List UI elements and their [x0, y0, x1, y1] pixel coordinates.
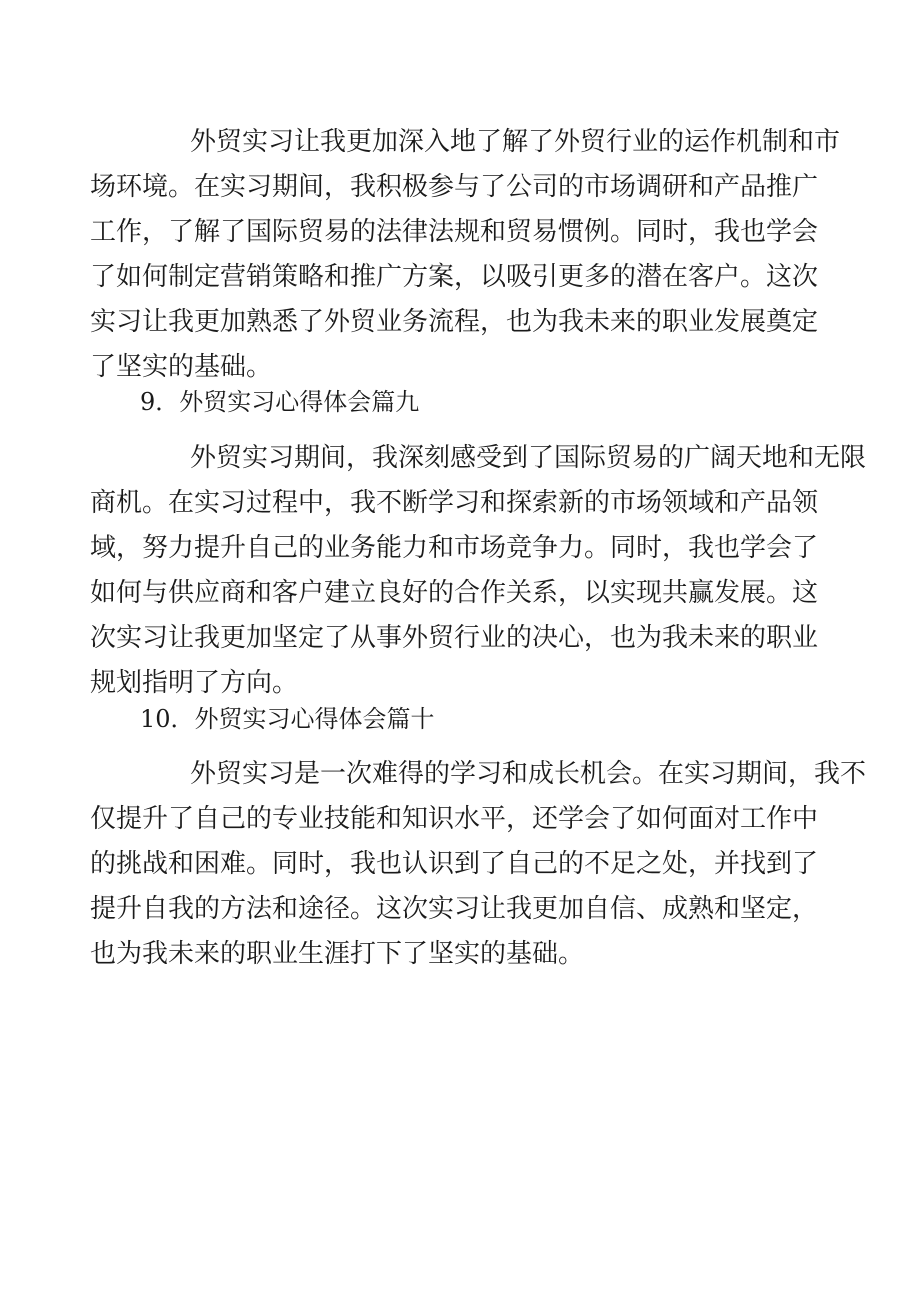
paragraph-line: 规划指明了方向。	[90, 668, 299, 698]
paragraph-line: 仅提升了自己的专业技能和知识水平，还学会了如何面对工作中	[90, 804, 819, 834]
paragraph-line: 了如何制定营销策略和推广方案，以吸引更多的潜在客户。这次	[90, 262, 819, 292]
paragraph-line: 外贸实习让我更加深入地了解了外贸行业的运作机制和市	[190, 127, 841, 157]
paragraph-line: 域，努力提升自己的业务能力和市场竞争力。同时，我也学会了	[90, 533, 819, 563]
paragraph-line: 如何与供应商和客户建立良好的合作关系，以实现共赢发展。这	[90, 578, 819, 608]
paragraph-line: 提升自我的方法和途径。这次实习让我更加自信、成熟和坚定，	[90, 894, 819, 924]
paragraph-section-9	[90, 436, 867, 706]
section-heading-10: 10．外贸实习心得体会篇十	[140, 705, 435, 733]
paragraph-line: 商机。在实习过程中，我不断学习和探索新的市场领域和产品领	[90, 488, 819, 518]
paragraph-line: 次实习让我更加坚定了从事外贸行业的决心，也为我未来的职业	[90, 623, 819, 653]
paragraph-line: 场环境。在实习期间，我积极参与了公司的市场调研和产品推广	[90, 172, 819, 202]
section-heading-9: 9．外贸实习心得体会篇九	[140, 388, 420, 416]
paragraph-line: 实习让我更加熟悉了外贸业务流程，也为我未来的职业发展奠定	[90, 307, 819, 337]
paragraph-line: 也为我未来的职业生涯打下了坚实的基础。	[90, 939, 585, 969]
paragraph-section-8	[90, 120, 841, 390]
paragraph-line: 外贸实习是一次难得的学习和成长机会。在实习期间，我不	[190, 759, 867, 789]
paragraph-line: 了坚实的基础。	[90, 352, 273, 382]
paragraph-line: 工作，了解了国际贸易的法律法规和贸易惯例。同时，我也学会	[90, 217, 819, 247]
paragraph-line: 的挑战和困难。同时，我也认识到了自己的不足之处，并找到了	[90, 849, 819, 879]
paragraph-line: 外贸实习期间，我深刻感受到了国际贸易的广阔天地和无限	[190, 443, 867, 473]
paragraph-section-10	[90, 752, 867, 977]
